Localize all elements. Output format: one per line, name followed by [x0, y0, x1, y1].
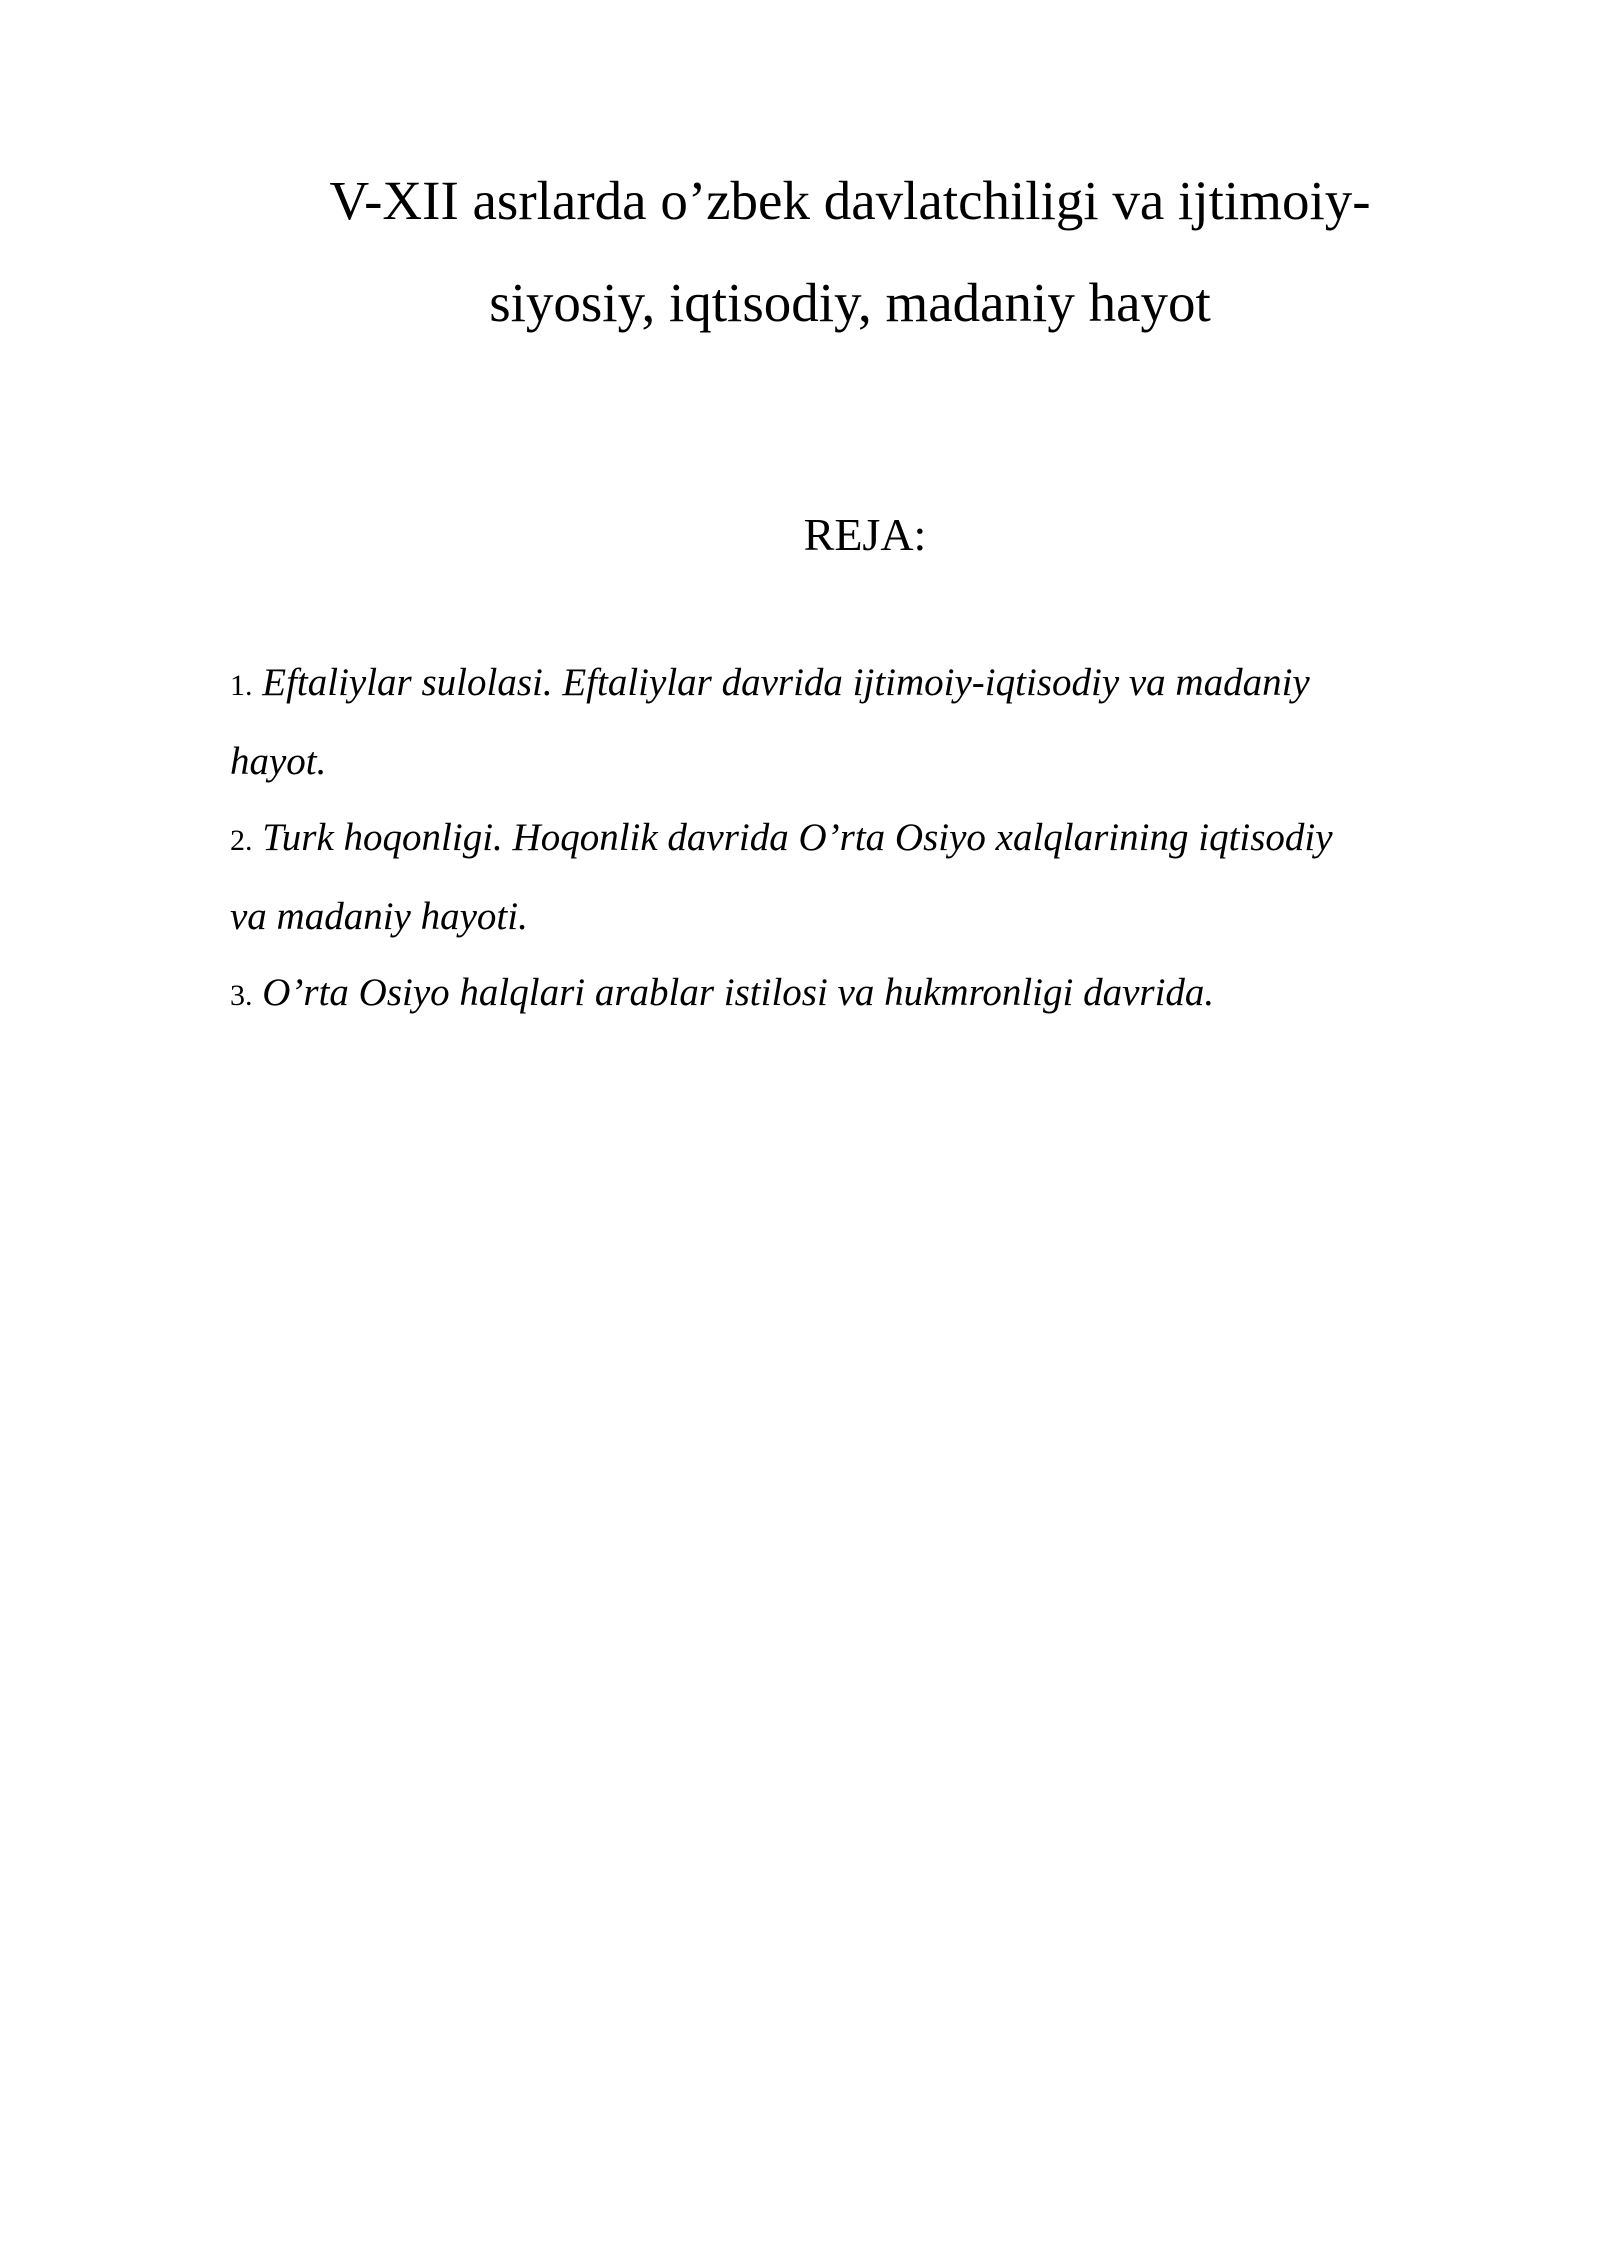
plan-item-text: Eftaliylar sulolasi. Eftaliylar davrida ijtimoiy-iqtisodiy va madaniy [262, 661, 1310, 704]
plan-list [230, 645, 1470, 1034]
plan-item-text: va madaniy hayoti. [230, 895, 528, 938]
plan-item-2-line-2 [230, 879, 1470, 955]
title-line-1: V-XII asrlarda o’zbek davlatchiligi va ijtimoiy- [329, 170, 1371, 231]
plan-item-text: Turk hoqonligi. Hoqonlik davrida O’rta Osiyo xalqlarining iqtisodiy [262, 816, 1333, 859]
plan-item-number: 3. [230, 979, 253, 1012]
title-line-2: siyosiy, iqtisodiy, madaniy hayot [489, 272, 1211, 333]
plan-item-2-line-1 [230, 800, 1470, 879]
plan-heading: REJA: [803, 509, 927, 560]
plan-item-number: 2. [230, 824, 253, 857]
plan-item-number: 1. [230, 669, 253, 702]
document-title [230, 150, 1470, 354]
plan-item-text: hayot. [230, 740, 327, 783]
plan-item-3-line-1 [230, 955, 1470, 1034]
plan-item-text: O’rta Osiyo halqlari arablar istilosi va hukmronligi davrida. [262, 971, 1215, 1014]
plan-item-1-line-1 [230, 645, 1470, 724]
plan-item-1-line-2 [230, 724, 1470, 800]
